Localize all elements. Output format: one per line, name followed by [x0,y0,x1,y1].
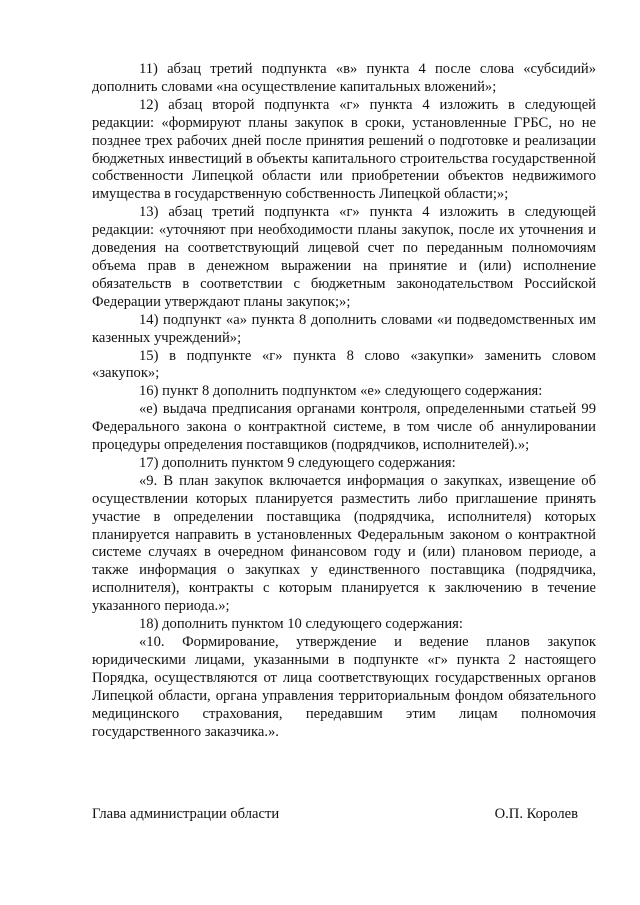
paragraph-item-17: 17) дополнить пунктом 9 следующего содержания: [139,454,456,471]
signature-block [92,806,596,824]
paragraph-item-11: 11) абзац третий подпункта «в» пункта 4 после слова «субсидий» дополнить словами «на осуществление капитальных вложений»; [92,61,596,95]
paragraph-item-18: 18) дополнить пунктом 10 следующего содержания: [139,616,463,633]
quoted-point-10: «10. Формирование, утверждение и ведение планов закупок юридическими лицами, указанными в подпункте «г» пункта 2 настоящего Порядка, осуществляются от лица соответствующих государственных органов Липецкой области, органа управления территориальным фондом обязательного медицинского страхования, передавшим этим лицам полномочия государственного заказчика.». [92,634,596,740]
document-body [92,61,596,741]
signatory-name: О.П. Королев [494,806,578,822]
quoted-point-9: «9. В план закупок включается информация о закупках, извещение об осуществлении которых планируется разместить либо приглашение принять участие в определении поставщика (подрядчика, исполнителя) которых планируется направить в установленных Федеральным законом о контрактной системе случаях в очередном финансовом году и (или) плановом периоде, а также информация о закупках у единственного поставщика (подрядчика, исполнителя), контракты с которым планируется к заключению в течение указанного периода.»; [92,472,596,615]
paragraph-item-12: 12) абзац второй подпункта «г» пункта 4 изложить в следующей редакции: «формируют планы закупок в сроки, установленные ГРБС, но не позднее трех рабочих дней после принятия решений о подготовке и реализации бюджетных инвестиций в объекты капитального строительства государственной собственности Липецкой области или приобретении объектов недвижимого имущества в государственную собственность Липецкой области;»; [92,96,596,203]
paragraph-item-15: 15) в подпункте «г» пункта 8 слово «закупки» заменить словом «закупок»; [92,347,596,382]
signatory-position: Глава администрации области [92,806,280,822]
paragraph-item-16: 16) пункт 8 дополнить подпунктом «е» следующего содержания: [139,383,543,400]
paragraph-item-13: 13) абзац третий подпункта «г» пункта 4 изложить в следующей редакции: «уточняют при необходимости планы закупок, после их уточнения и доведения на соответствующий лицевой счет по переданным полномочиям объема прав в денежном выражении на принятие и (или) исполнение обязательств в соответствии с бюджетным законодательством Российской Федерации утверждают планы закупок;»; [92,204,596,310]
quoted-subitem-e: «е) выдача предписания органами контроля, определенными статьей 99 Федерального закона о контрактной системе, в том числе об аннулировании процедуры определения поставщиков (подрядчиков, исполнителей).»; [92,401,596,454]
paragraph-item-14: 14) подпункт «а» пункта 8 дополнить словами «и подведомственных им казенных учреждений»; [92,311,596,346]
